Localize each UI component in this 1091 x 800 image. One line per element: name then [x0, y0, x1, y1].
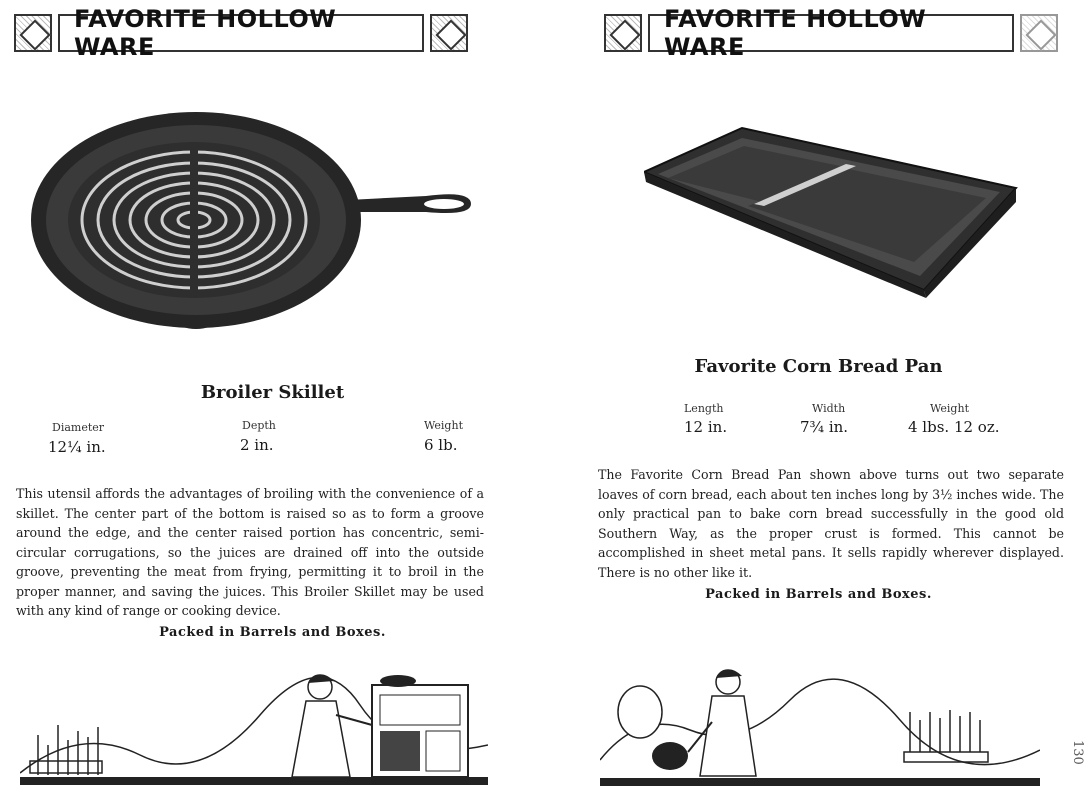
left-header-title: FAVORITE HOLLOW WARE	[58, 14, 424, 52]
spec-value-weight: 6 lb.	[424, 436, 458, 454]
woman-with-kettle-icon	[652, 669, 756, 776]
broiler-skillet-description: This utensil affords the advantages of broiling with the convenience of a skillet. The center part of the bottom is raised so as to form a groove around the edge, and the center raised portion has concentric, semi-circular corrugations, so the juices are drained off into the outside groove, preventing the meat from frying, permitting it to broil in the proper manner, and saving the juices. This Broiler Skillet may be used with any kind of range or cooking device.	[16, 486, 484, 618]
spec-label-length: Length	[684, 402, 724, 415]
ornament-icon	[1020, 14, 1058, 52]
broiler-skillet-title: Broiler Skillet	[200, 382, 345, 403]
corn-bread-pan-title: Favorite Corn Bread Pan	[694, 356, 943, 377]
right-page	[546, 0, 1091, 800]
tree-icon	[618, 686, 662, 738]
spec-label-weight: Weight	[930, 402, 969, 415]
spec-label-depth: Depth	[242, 419, 276, 432]
page-number: 130	[1070, 740, 1085, 765]
right-header-title: FAVORITE HOLLOW WARE	[648, 14, 1014, 52]
packing-note: Packed in Barrels and Boxes.	[159, 625, 386, 640]
ornament-icon	[14, 14, 52, 52]
spec-label-diameter: Diameter	[52, 421, 105, 434]
corn-bread-pan-description: The Favorite Corn Bread Pan shown above turns out two separate loaves of corn bread, each about ten inches long by 3½ inches wide. The only practical pan to bake corn bread successfully in the good old Southern Way, as the proper crust is formed. This cannot be accomplished in sheet metal pans. It sells rapidly wherever displayed. There is no other like it.	[598, 467, 1064, 580]
broiler-skillet-illustration	[26, 108, 476, 340]
kitchen-scene-illustration	[20, 665, 488, 793]
spec-value-length: 12 in.	[684, 418, 728, 436]
left-header-banner	[14, 5, 468, 61]
spec-value-diameter: 12¼ in.	[48, 438, 106, 456]
ornament-icon	[604, 14, 642, 52]
packing-note: Packed in Barrels and Boxes.	[705, 587, 932, 602]
stove-icon	[372, 675, 468, 777]
woman-cooking-icon	[292, 674, 372, 777]
spec-value-width: 7¾ in.	[800, 418, 849, 436]
left-page	[0, 0, 545, 800]
corn-bread-pan-illustration	[644, 120, 1022, 298]
spec-label-width: Width	[812, 402, 846, 415]
spec-value-weight: 4 lbs. 12 oz.	[908, 418, 1000, 436]
ornament-icon	[430, 14, 468, 52]
spec-label-weight: Weight	[424, 419, 463, 432]
kitchen-scene-illustration	[600, 660, 1040, 792]
right-header-banner	[604, 5, 1058, 61]
spec-value-depth: 2 in.	[240, 436, 274, 454]
